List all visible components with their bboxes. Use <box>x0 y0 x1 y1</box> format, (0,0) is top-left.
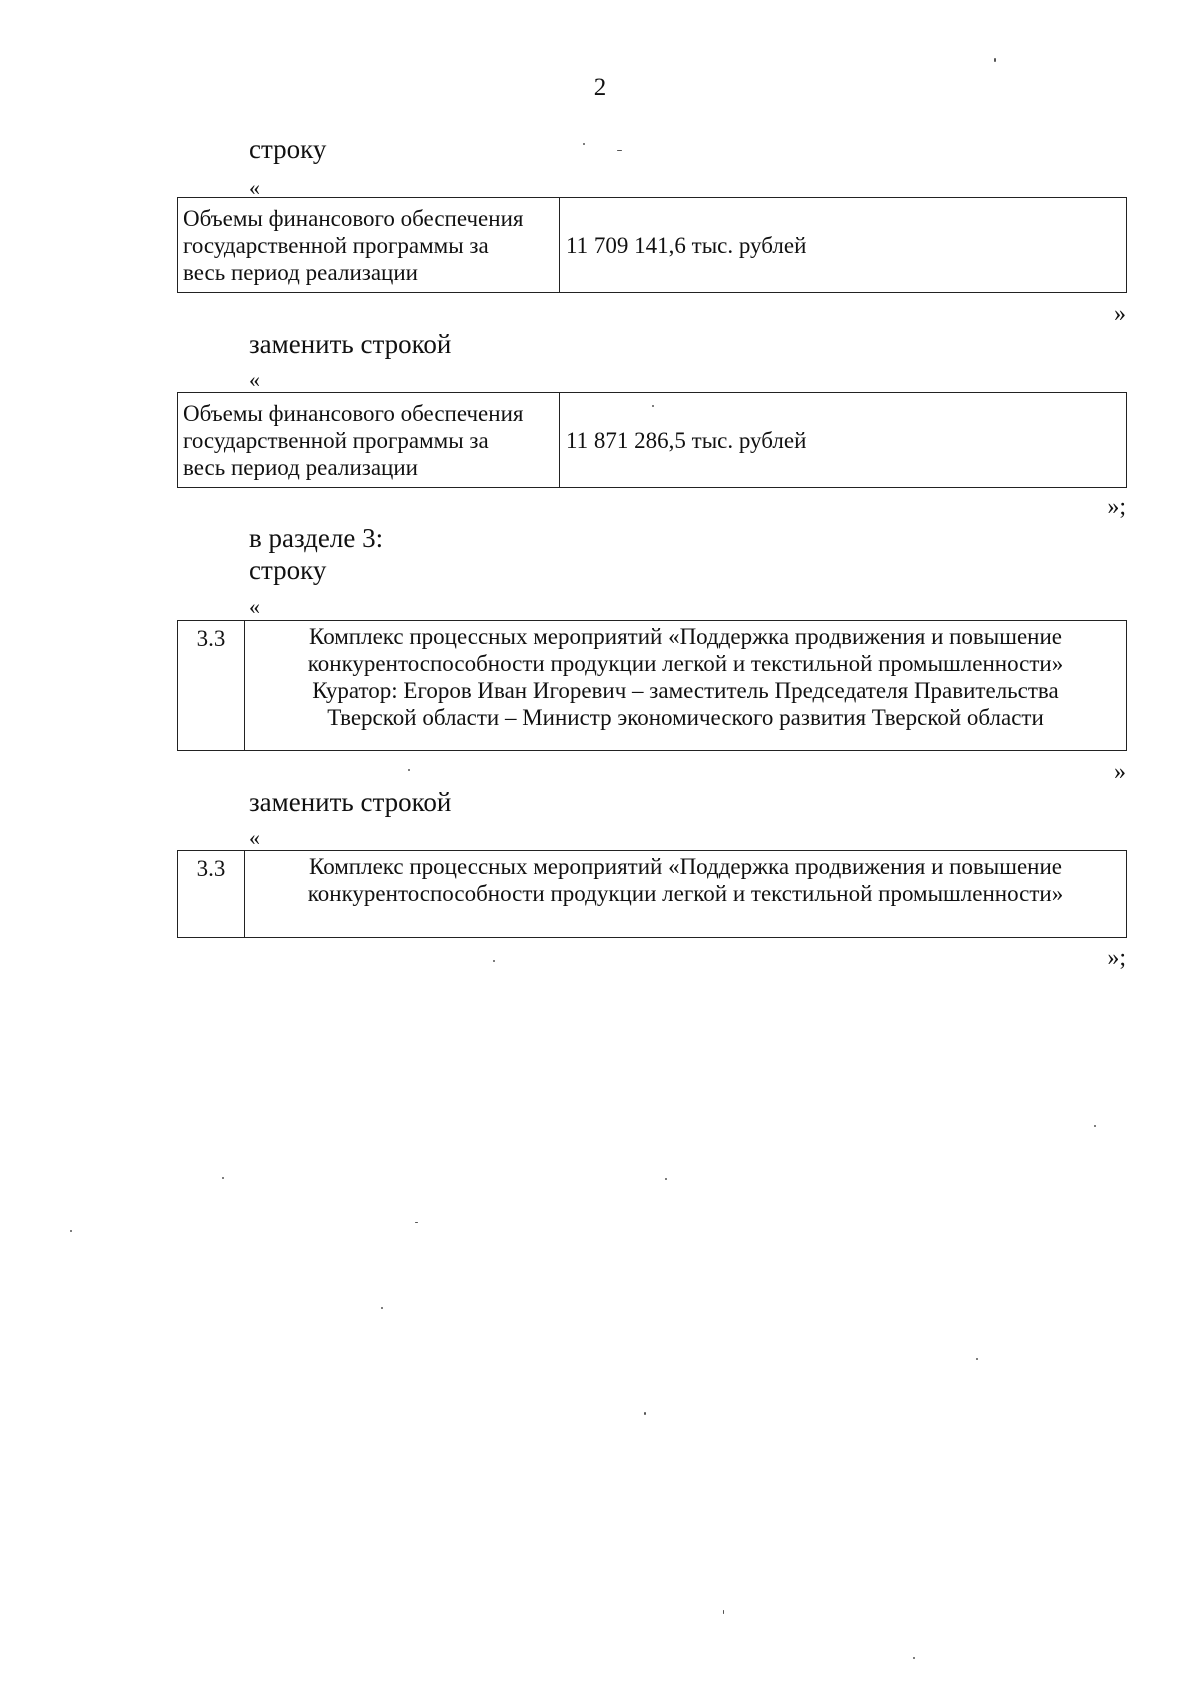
table-row <box>178 851 1127 938</box>
activity-desc-line: Комплекс процессных мероприятий «Поддержка продвижения и повышение <box>309 854 1062 879</box>
scan-speck <box>493 960 495 962</box>
funding-value-cell: 11 709 141,6 тыс. рублей <box>560 198 1127 293</box>
scan-speck <box>70 1230 72 1232</box>
heading-row: строку <box>249 555 327 585</box>
scan-speck <box>1094 1125 1096 1127</box>
scan-speck <box>583 143 585 145</box>
scan-speck <box>222 1177 224 1179</box>
scan-speck <box>415 1222 418 1223</box>
scan-speck <box>665 1178 667 1180</box>
row-number-cell: 3.3 <box>178 621 245 751</box>
open-quote: « <box>249 367 260 392</box>
open-quote: « <box>249 825 260 850</box>
activity-desc-line: Куратор: Егоров Иван Игоревич – заместитель Председателя Правительства <box>312 678 1059 703</box>
funding-table-old <box>177 197 1127 293</box>
close-quote: »; <box>1107 945 1126 971</box>
scan-speck <box>994 58 996 62</box>
open-quote: « <box>249 594 260 619</box>
row-number-cell: 3.3 <box>178 851 245 938</box>
funding-label-cell <box>178 393 560 488</box>
scan-speck <box>913 1657 915 1659</box>
activity-desc-cell <box>245 621 1127 751</box>
activity-desc-cell <box>245 851 1127 938</box>
heading-replace: заменить строкой <box>249 329 452 359</box>
funding-label-line: государственной программы за <box>183 233 489 258</box>
table-row <box>178 198 1127 293</box>
page-number: 2 <box>593 74 607 101</box>
activity-desc-line: Тверской области – Министр экономического развития Тверской области <box>327 705 1044 730</box>
activity-desc-line: Комплекс процессных мероприятий «Поддержка продвижения и повышение <box>309 624 1062 649</box>
funding-label-cell <box>178 198 560 293</box>
activity-desc-line: конкурентоспособности продукции легкой и текстильной промышленности» <box>307 881 1064 906</box>
funding-label-line: весь период реализации <box>183 260 418 285</box>
close-quote: » <box>1114 301 1126 327</box>
close-quote: »; <box>1107 494 1126 520</box>
scan-speck <box>652 405 654 407</box>
heading-row: строку <box>249 134 327 164</box>
open-quote: « <box>249 175 260 200</box>
activity-table-old <box>177 620 1127 751</box>
scan-speck <box>381 1307 383 1309</box>
table-row <box>178 621 1127 751</box>
heading-section: в разделе 3: <box>249 523 384 553</box>
close-quote: » <box>1114 759 1126 785</box>
scan-speck <box>617 150 622 151</box>
funding-value-cell: 11 871 286,5 тыс. рублей <box>560 393 1127 488</box>
funding-label-line: Объемы финансового обеспечения <box>183 206 524 231</box>
activity-table-new <box>177 850 1127 938</box>
scan-speck <box>408 769 410 771</box>
heading-replace: заменить строкой <box>249 787 452 817</box>
scan-speck <box>976 1358 978 1360</box>
funding-label-line: государственной программы за <box>183 428 489 453</box>
scan-speck <box>644 1412 646 1415</box>
funding-label-line: весь период реализации <box>183 455 418 480</box>
funding-label-line: Объемы финансового обеспечения <box>183 401 524 426</box>
activity-desc-line: конкурентоспособности продукции легкой и текстильной промышленности» <box>307 651 1064 676</box>
scan-speck <box>723 1610 724 1614</box>
